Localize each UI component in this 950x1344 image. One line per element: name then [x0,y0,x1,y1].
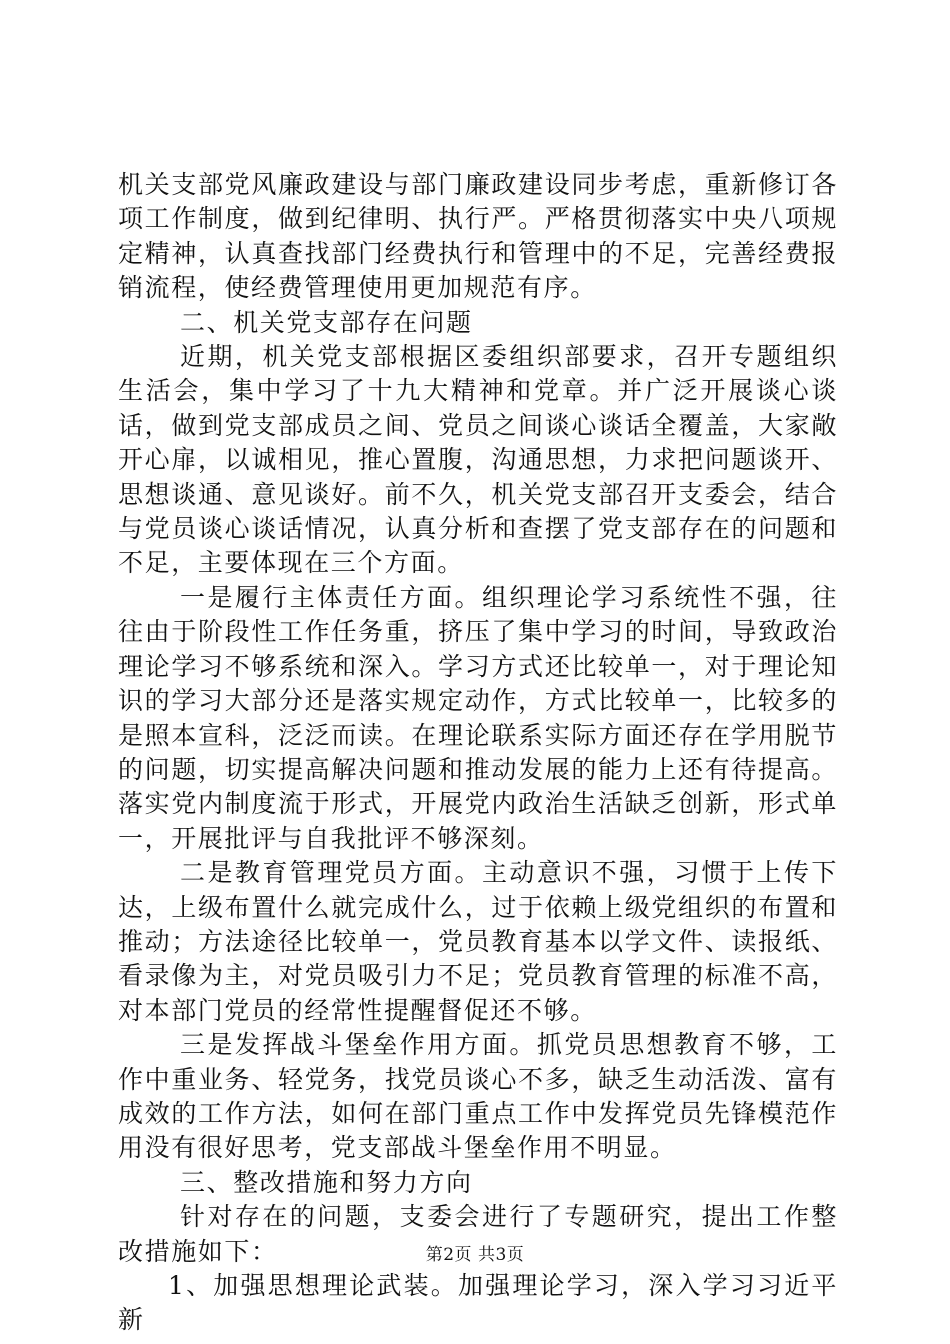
page-number-footer: 第2页 共3页 [425,1245,525,1265]
list-item-measure-1: 1、加强思想理论武装。加强理论学习，深入学习习近平新 [118,1271,838,1335]
paragraph-fortress-role: 三是发挥战斗堡垒作用方面。抓党员思想教育不够，工作中重业务、轻党务，找党员谈心不多，缺乏生动活泼、富有成效的工作方法，如何在部门重点工作中发挥党员先锋模范作用没有很好思考，党支部战斗堡垒作用不明显。 [118,1030,838,1163]
section-heading-problems: 二、机关党支部存在问题 [180,307,473,337]
section-heading-measures: 三、整改措施和努力方向 [180,1167,473,1197]
paragraph-responsibility: 一是履行主体责任方面。组织理论学习系统性不强，往往由于阶段性工作任务重，挤压了集中学习的时间，导致政治理论学习不够系统和深入。学习方式还比较单一，对于理论知识的学习大部分还是落实规定动作，方式比较单一，比较多的是照本宣科，泛泛而读。在理论联系实际方面还存在学用脱节的问题，切实提高解决问题和推动发展的能力上还有待提高。落实党内制度流于形式，开展党内政治生活缺乏创新，形式单一，开展批评与自我批评不够深刻。 [118,582,838,853]
paragraph-recent-meeting: 近期，机关党支部根据区委组织部要求，召开专题组织生活会，集中学习了十九大精神和党章。并广泛开展谈心谈话，做到党支部成员之间、党员之间谈心谈话全覆盖，大家敞开心扉，以诚相见，推心置腹，沟通思想，力求把问题谈开、思想谈通、意见谈好。前不久，机关党支部召开支委会，结合与党员谈心谈话情况，认真分析和查摆了党支部存在的问题和不足，主要体现在三个方面。 [118,342,838,578]
document-body [118,168,838,1338]
paragraph-education-management: 二是教育管理党员方面。主动意识不强，习惯于上传下达，上级布置什么就完成什么，过于依赖上级党组织的布置和推动；方法途径比较单一，党员教育基本以学文件、读报纸、看录像为主，对党员吸引力不足；党员教育管理的标准不高，对本部门党员的经常性提醒督促还不够。 [118,858,838,1025]
paragraph-measures-intro: 针对存在的问题，支委会进行了专题研究，提出工作整改措施如下： [118,1202,838,1266]
paragraph-continuation: 机关支部党风廉政建设与部门廉政建设同步考虑，重新修订各项工作制度，做到纪律明、执行严。严格贯彻落实中央八项规定精神，认真查找部门经费执行和管理中的不足，完善经费报销流程，使经费管理使用更加规范有序。 [118,170,838,303]
